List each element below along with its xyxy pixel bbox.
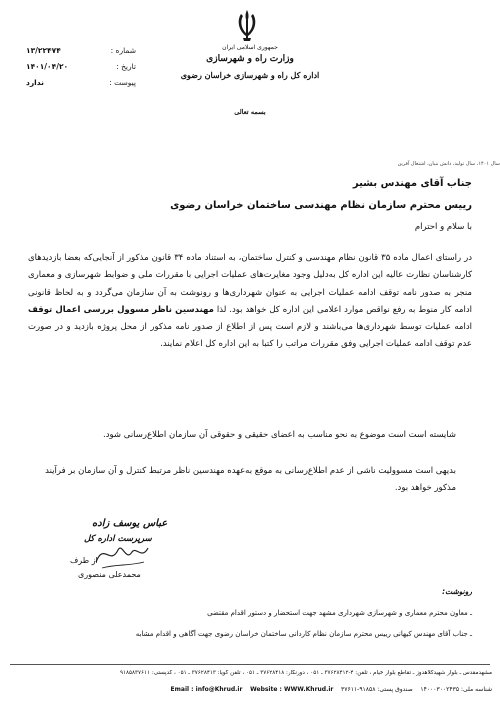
header-department: اداره کل راه و شهرسازی خراسان رضوی [180, 70, 320, 80]
besmellah: بسمه تعالی [234, 108, 266, 116]
body-paragraph-1-bold: مهندسین ناظر مسوول بررسی اعمال توقف [28, 304, 214, 315]
meta-date-value: ۱۴۰۱/۰۴/۲۰ [26, 61, 69, 71]
footer-national-id: شناسه ملی: ۱۴۰۰۰۳۰۰۲۴۳۵ [420, 686, 492, 693]
handwritten-signature-icon [92, 532, 152, 572]
meta-attachment-label: پیوست : [109, 77, 136, 87]
signatory-title: سرپرست اداره کل [84, 534, 152, 544]
meta-number-row [26, 42, 136, 58]
meta-attachment-row [26, 74, 136, 90]
addressee-title: رییس محترم سازمان نظام مهندسی ساختمان خراسان رضوی [170, 200, 472, 211]
addressee-name: جناب آقای مهندس بشیر [352, 178, 472, 189]
iran-emblem-icon [232, 8, 262, 42]
header-ministry: وزارت راه و شهرسازی [206, 54, 294, 64]
body-paragraph-1-part-a: در راستای اعمال ماده ۳۵ قانون نظام مهندسی و کنترل ساختمان، به استناد ماده ۳۴ قانون مذکور از آنجایی‌که بعضا بازدیدهای کارشناسان نظارت عالیه این اداره کل به‌دلیل وجود مغایرت‌های عملیات اجرایی با مقررات ملی و ضوابط شهرسازی و معماری منجر به صدور نامه توقف ادامه عملیات اجرایی به عنوان شهرداری‌ها و رونوشت به آن سازمان می‌گردد و به لحاظ قانونی ادامه کار منوط به رفع نواقص موارد اعلامی این اداره کل خواهد بود. لذا [28, 253, 473, 315]
footer-email[interactable]: Email : info@Khrud.ir [170, 686, 243, 693]
footer-contacts [8, 686, 492, 693]
signature-on-behalf: از طرف [70, 556, 98, 565]
body-paragraph-1-part-b: ادامه عملیات توسط شهرداری‌ها می‌باشند و لازم است پس از اطلاع از صدور نامه مذکور از محل پروژه بازدید و در صورت عدم توقف ادامه عملیات اجرایی وفق مقررات مراتب را کتبا به این اداره کل اعلام نمایند. [28, 322, 472, 350]
footer-address: مشهدمقدس ـ بلوار شهیدکلاهدوز ـ تقاطع بلوار خیام ، تلفن: ۴-۳۷۶۲۸۴۱۲ ـ ۰۵۱ ، دورنگار: ۳۷۶۲۸۴۱۸ ـ ۰۵۱ ، تلفن گویا: ۳۷۶۲۸۴۱۳ ـ ۰۵۱ ، کدپستی: ۹۱۸۵۸۳۷۶۱۱ [120, 670, 492, 676]
meta-number-label: شماره : [110, 45, 136, 55]
footer-website[interactable]: Website : WWW.Khrud.ir [250, 686, 334, 693]
footer-divider [10, 664, 490, 665]
footer-po-box: صندوق پستی: ۹۱۸۵۸-۳۷۶۱۱ [341, 686, 413, 693]
meta-date-row [26, 58, 136, 74]
header-country: جمهوری اسلامی ایران [222, 44, 278, 51]
year-slogan: سال ۱۴۰۱، سال تولید، دانش بنیان، اشتغال آفرین [397, 161, 500, 167]
copies-title: رونوشت: [442, 587, 472, 596]
copy-recipient: ـ معاون محترم معماری و شهرسازی شهرداری مشهد جهت استحضار و دستور اقدام مقتضی [207, 609, 472, 617]
signatory-name: عباس یوسف زاده [92, 518, 168, 529]
body-paragraph-1 [28, 250, 472, 354]
copy-recipient: ـ جناب آقای مهندس کیهانی رییس محترم سازمان نظام کاردانی ساختمان خراسان رضوی جهت آگاهی و اقدام مشابه [135, 630, 472, 638]
meta-date-label: تاریخ : [116, 61, 136, 71]
body-paragraph-2: شایسته است است موضوع به نحو مناسب به اعضای حقیقی و حقوقی آن سازمان اطلاع‌رسانی شود. [103, 430, 456, 440]
letter-meta [26, 42, 136, 90]
meta-number-value: ۱۳/۲۲۴۷۴ [26, 45, 61, 55]
greeting: با سلام و احترام [414, 222, 472, 232]
meta-attachment-value: ندارد [26, 77, 44, 87]
body-paragraph-3: بدیهی است مسوولیت ناشی از عدم اطلاع‌رسانی به موقع به‌عهده مهندسین ناظر مرتبط کنترل و آن سازمان بر فرآیند مذکور خواهد بود. [45, 466, 456, 494]
signer-name: محمدعلی منصوری [78, 570, 141, 579]
